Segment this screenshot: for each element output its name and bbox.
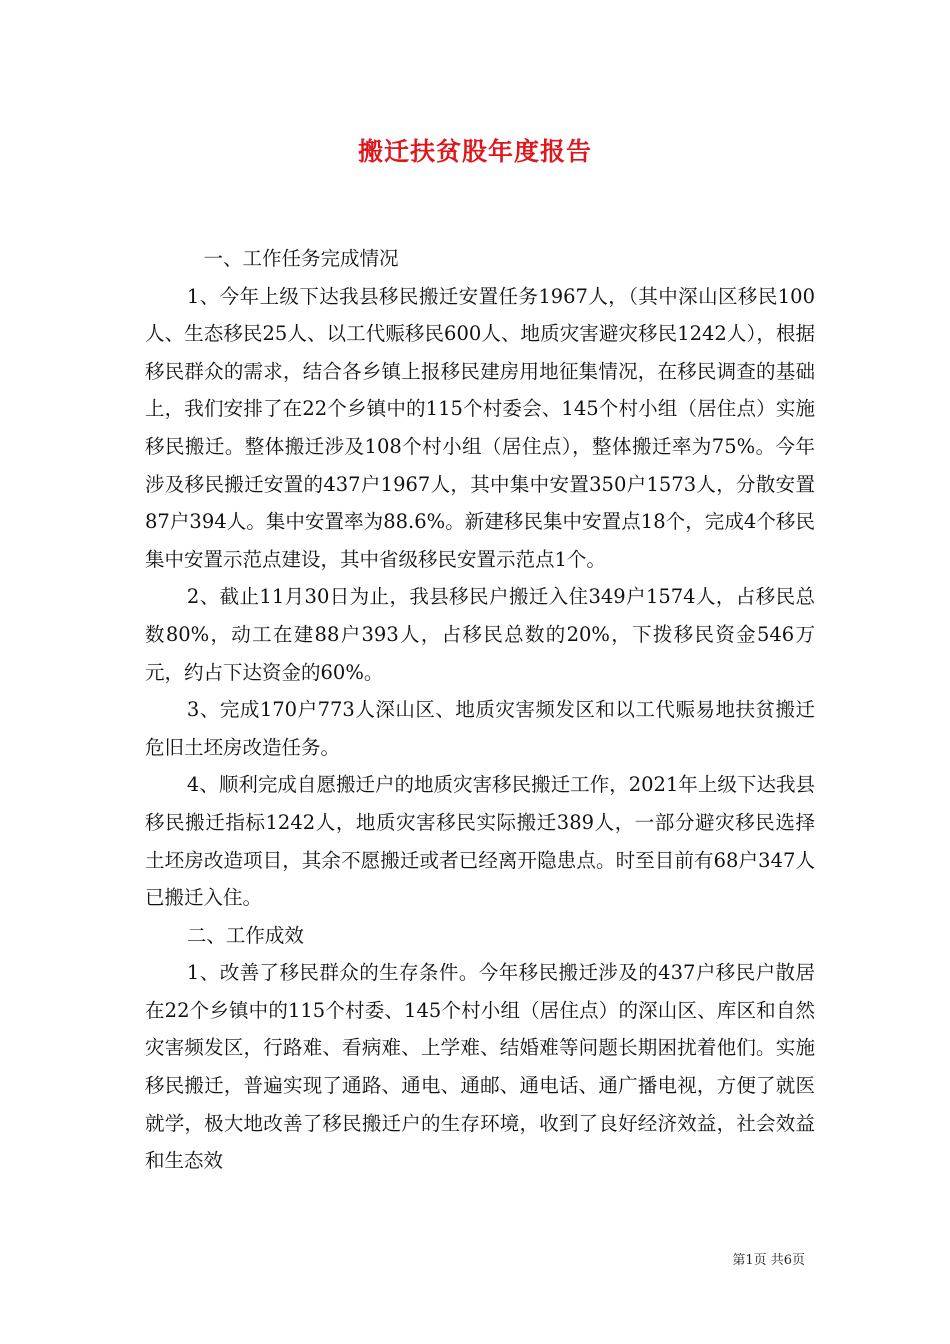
paragraph-5: 1、改善了移民群众的生存条件。今年移民搬迁涉及的437户移民户散居在22个乡镇中的115个村委、145个村小组（居住点）的深山区、库区和自然灾害频发区，行路难、看病难、上学难、结婚难等问题长期困扰着他们。实施移民搬迁，普遍实现了通路、通电、通邮、通电话、通广播电视，方便了就医就学，极大地改善了移民搬迁户的生存环境，收到了良好经济效益，社会效益和生态效 [145,961,815,1173]
document-title: 搬迁扶贫股年度报告 [357,137,592,166]
document-body [145,240,815,1180]
paragraph-1: 1、今年上级下达我县移民搬迁安置任务1967人，（其中深山区移民100人、生态移民25人、以工代赈移民600人、地质灾害避灾移民1242人），根据移民群众的需求，结合各乡镇上报移民建房用地征集情况，在移民调查的基础上，我们安排了在22个乡镇中的115个村委会、145个村小组（居住点）实施移民搬迁。整体搬迁涉及108个村小组（居住点），整体搬迁率为75%。今年涉及移民搬迁安置的437户1967人，其中集中安置350户1573人，分散安置87户394人。集中安置率为88.6%。新建移民集中安置点18个，完成4个移民集中安置示范点建设，其中省级移民安置示范点1个。 [145,284,815,571]
paragraph-2: 2、截止11月30日为止，我县移民户搬迁入住349户1574人，占移民总数80%，动工在建88户393人，占移民总数的20%，下拨移民资金546万元，约占下达资金的60%。 [145,585,815,684]
section-heading-2: 二、工作成效 [186,923,304,947]
section-heading-1: 一、工作任务完成情况 [203,247,399,270]
paragraph-4: 4、顺利完成自愿搬迁户的地质灾害移民搬迁工作，2021年上级下达我县移民搬迁指标1242人，地质灾害移民实际搬迁389人，一部分避灾移民选择土坯房改造项目，其余不愿搬迁或者已经离开隐患点。时至目前有68户347人已搬迁入住。 [145,773,815,910]
paragraph-3: 3、完成170户773人深山区、地质灾害频发区和以工代赈易地扶贫搬迁危旧土坯房改造任务。 [145,698,815,759]
page-footer: 第1页 共6页 [732,1253,805,1268]
